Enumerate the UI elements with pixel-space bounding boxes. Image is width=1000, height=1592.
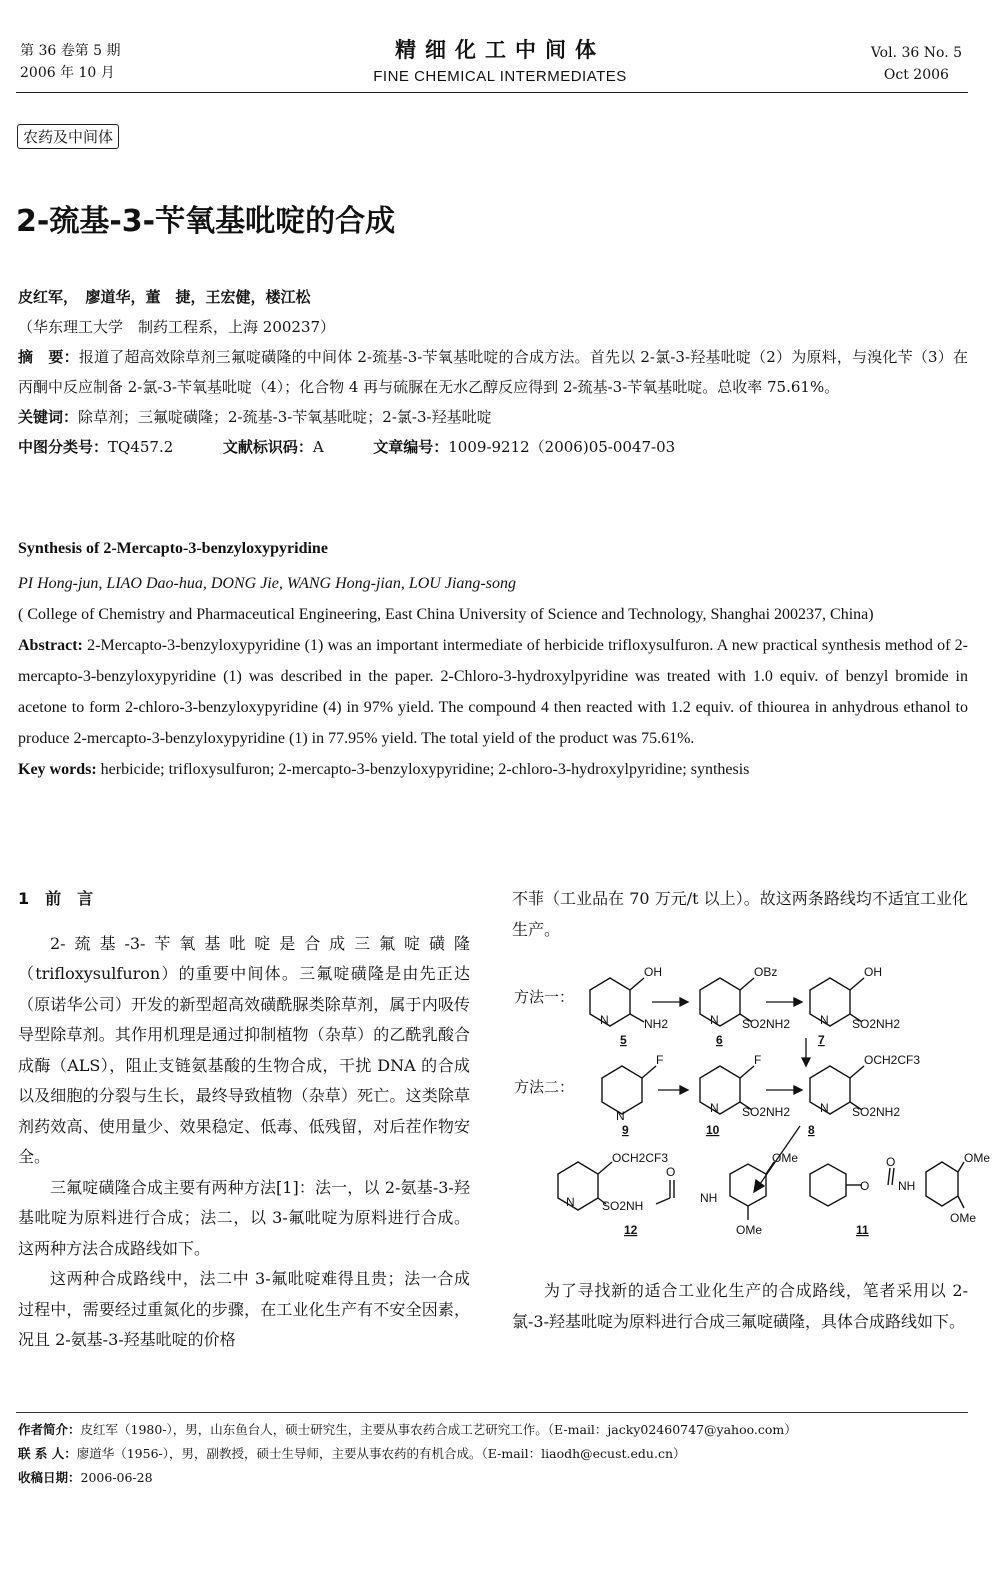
group-f-10: F xyxy=(754,1053,762,1067)
group-ome-11b: OMe xyxy=(950,1211,977,1225)
clc-value: TQ457.2 xyxy=(108,438,174,456)
keywords-cn-label: 关键词： xyxy=(18,408,79,426)
article-title-en: Synthesis of 2-Mercapto-3-benzyloxypyridine xyxy=(18,540,328,557)
footnote-author-label: 作者简介： xyxy=(18,1422,81,1437)
atom-o-11a: O xyxy=(860,1179,870,1193)
cn-front-matter xyxy=(18,282,968,462)
group-obz-6: OBz xyxy=(754,965,778,979)
date-cn: 2006 年 10 月 xyxy=(20,65,115,81)
atom-n-8: N xyxy=(820,1101,829,1115)
footnote-received-label: 收稿日期： xyxy=(18,1470,81,1485)
journal-header xyxy=(0,34,1000,85)
header-right xyxy=(871,42,962,86)
paragraph-cont: 不菲（工业品在 70 万元/t 以上）。故这两条路线均不适宜工业化生产。 xyxy=(512,889,968,939)
atom-n-7: N xyxy=(820,1013,829,1027)
compound-label-8: 8 xyxy=(808,1123,815,1137)
body-right-column-top xyxy=(512,884,968,945)
keywords-en-text: herbicide; trifloxysulfuron; 2-mercapto-3-benzyloxypyridine; 2-chloro-3-hydroxylpyridine; synthesis xyxy=(100,761,750,778)
group-so2nh2-7: SO2NH2 xyxy=(852,1017,901,1031)
abstract-en-text: 2-Mercapto-3-benzyloxypyridine (1) was an important intermediate of herbicide trifloxysulfuron. A new practical synthesis method of 2-mercapto-3-benzyloxypyridine (1) was described in the paper. 2-Chloro-3-hydroxylpyridine was treated with 1.0 equiv. of benzyl bromide in acetone to form 2-chloro-3-benzyloxypyridine (4) in 97% yield. The compound 4 then reacted with 1.2 equiv. of thiourea in anhydrous ethanol to produce 2-mercapto-3-benzyloxypyridine (1) in 77.95% yield. The total yield of the product was 75.61%. xyxy=(18,637,969,747)
keywords-cn xyxy=(18,402,968,432)
abstract-cn-label: 摘 要： xyxy=(18,348,79,366)
pyridine-ring-9 xyxy=(602,1066,642,1114)
paragraph-new-route: 为了寻找新的适合工业化生产的合成路线，笔者采用以 2-氯-3-羟基吡啶为原料进行合成三氟啶磺隆，具体合成路线如下。 xyxy=(512,1281,968,1331)
article-title: 2-巯基-3-苄氧基吡啶的合成 xyxy=(16,204,396,239)
method-1-label: 方法一： xyxy=(514,988,575,1006)
date-en: Oct 2006 xyxy=(883,67,949,83)
authors-cn: 皮红军， 廖道华，董 捷，王宏健，楼江松 xyxy=(18,288,311,306)
compound-label-11: 11 xyxy=(856,1223,869,1237)
group-ome-12a: OMe xyxy=(772,1151,799,1165)
pyridine-ring-6 xyxy=(700,978,740,1026)
compound-label-5: 5 xyxy=(620,1033,627,1047)
footnote-contact-text: 廖道华（1956-），男，副教授，硕士生导师，主要从事农药的有机合成。（E-mail：liaodh@ecust.edu.cn） xyxy=(76,1446,686,1461)
footnote-received xyxy=(18,1466,978,1490)
group-oh-7: OH xyxy=(864,965,882,979)
group-ome-12b: OMe xyxy=(736,1223,763,1237)
keywords-en-label: Key words xyxy=(18,761,92,778)
method-2-label: 方法二： xyxy=(514,1078,575,1096)
paragraph-intro-1: 2-巯基-3-苄氧基吡啶是合成三氟啶磺隆（trifloxysulfuron）的重要中间体。三氟啶磺隆是由先正达（原诺华公司）开发的新型超高效磺酰脲类除草剂，属于内吸传导型除草剂。其作用机理是通过抑制植物（杂草）的乙酰乳酸合成酶（ALS），阻止支链氨基酸的生物合成，干扰 DNA 的合成以及细胞的分裂与生长，最终导致植物（杂草）死亡。这类除草剂药效高、使用量少、效果稳定、低毒、低残留，对后茬作物安全。 xyxy=(18,933,470,1166)
pyridine-ring-7 xyxy=(810,978,850,1026)
journal-title-en: FINE CHEMICAL INTERMEDIATES xyxy=(373,68,627,85)
abstract-cn xyxy=(18,342,968,402)
atom-n-6: N xyxy=(710,1013,719,1027)
group-och2cf3-12: OCH2CF3 xyxy=(612,1151,669,1165)
compound-label-12: 12 xyxy=(624,1223,638,1237)
article-no-label: 文章编号： xyxy=(373,438,449,456)
atom-o-12: O xyxy=(666,1165,676,1179)
abstract-cn-text: 报道了超高效除草剂三氟啶磺隆的中间体 2-巯基-3-苄氧基吡啶的合成方法。首先以 2-氯-3-羟基吡啶（2）为原料，与溴化苄（3）在丙酮中反应制备 2-氯-3-苄氧基吡啶（4）；化合物 4 再与硫脲在无水乙醇反应得到 2-巯基-3-苄氧基吡啶。总收率 75.61%。 xyxy=(18,348,968,396)
compound-label-10: 10 xyxy=(706,1123,720,1137)
footnote-author-text: 皮红军（1980-），男，山东鱼台人，硕士研究生，主要从事农药合成工艺研究工作。（E-mail：jacky02460747@yahoo.com） xyxy=(80,1422,797,1437)
compound-label-9: 9 xyxy=(622,1123,629,1137)
keywords-cn-text: 除草剂；三氟啶磺隆；2-巯基-3-苄氧基吡啶；2-氯-3-羟基吡啶 xyxy=(78,408,492,426)
affiliation-cn: （华东理工大学 制药工程系，上海 200237） xyxy=(18,318,336,336)
journal-title-cn: 精细化工中间体 xyxy=(395,38,605,62)
atom-n-5: N xyxy=(600,1013,609,1027)
compound-label-7: 7 xyxy=(818,1033,825,1047)
abstract-en-label: Abstract xyxy=(18,637,78,654)
footnote-received-text: 2006-06-28 xyxy=(80,1470,153,1485)
group-so2nh2-10: SO2NH2 xyxy=(742,1105,791,1119)
abstract-en: Abstract: 2-Mercapto-3-benzyloxypyridine (1) was an important intermediate of herbicide trifloxysulfuron. A new practical synthesis method of 2-mercapto-3-benzyloxypyridine (1) was described in the paper. 2-Chloro-3-hydroxylpyridine was treated with 1.0 equiv. of benzyl bromide in acetone to form 2-chloro-3-benzyloxypyridine (4) in 97% yield. The compound 4 then reacted with 1.2 equiv. of thiourea in anhydrous ethanol to produce 2-mercapto-3-benzyloxypyridine (1) in 77.95% yield. The total yield of the product was 75.61%. xyxy=(18,637,969,747)
synthesis-scheme xyxy=(540,958,991,1248)
volume-cn: 第 36 卷第 5 期 xyxy=(20,43,121,59)
pyridine-ring-8 xyxy=(810,1066,850,1114)
doc-code-value: A xyxy=(312,438,324,456)
group-nh-12: NH xyxy=(700,1191,718,1205)
footnote-rule xyxy=(16,1412,968,1413)
group-oh-5: OH xyxy=(644,965,662,979)
clc-label: 中图分类号： xyxy=(18,438,109,456)
group-f-9: F xyxy=(656,1053,664,1067)
group-so2nh-12: SO2NH xyxy=(602,1199,644,1213)
keywords-en: Key words: herbicide; trifloxysulfuron; 2-mercapto-3-benzyloxypyridine; 2-chloro-3-hydroxylpyridine; synthesis xyxy=(18,761,750,778)
footnote-contact-label: 联 系 人： xyxy=(18,1446,77,1461)
compound-label-6: 6 xyxy=(716,1033,723,1047)
section-tag: 农药及中间体 xyxy=(17,124,119,149)
pyrimidine-ring-11 xyxy=(926,1162,958,1206)
group-so2nh2-6: SO2NH2 xyxy=(742,1017,791,1031)
group-nh2-5: NH2 xyxy=(644,1017,669,1031)
pyridine-ring-12 xyxy=(558,1162,598,1210)
body-left-column xyxy=(18,884,470,1356)
classification-line xyxy=(18,432,968,462)
group-och2cf3-8: OCH2CF3 xyxy=(864,1053,921,1067)
doc-code-label: 文献标识码： xyxy=(222,438,313,456)
group-so2nh2-8: SO2NH2 xyxy=(852,1105,901,1119)
atom-n-10: N xyxy=(710,1101,719,1115)
atom-n-9: N xyxy=(616,1109,625,1123)
pyridine-ring-5 xyxy=(590,978,630,1026)
atom-n-12: N xyxy=(566,1195,575,1209)
atom-o-11b: O xyxy=(886,1155,896,1169)
group-nh-11: NH xyxy=(898,1179,916,1193)
paragraph-intro-2: 三氟啶磺隆合成主要有两种方法[1]：法一，以 2-氨基-3-羟基吡啶为原料进行合成；法二，以 3-氟吡啶为原料进行合成。这两种方法合成路线如下。 xyxy=(18,1177,470,1258)
pyridine-ring-10 xyxy=(700,1066,740,1114)
section-heading-1: 1 前 言 xyxy=(18,889,94,908)
en-front-matter xyxy=(18,568,968,785)
footnote-author xyxy=(18,1418,978,1442)
affiliation-en: ( College of Chemistry and Pharmaceutical Engineering, East China University of Science and Technology, Shanghai 200237, China) xyxy=(18,606,874,623)
article-no-value: 1009-9212（2006)05-0047-03 xyxy=(448,438,676,456)
volume-en: Vol. 36 No. 5 xyxy=(870,45,962,61)
footnotes xyxy=(18,1418,978,1490)
body-right-column-bottom xyxy=(512,1276,968,1337)
header-rule xyxy=(16,92,968,93)
footnote-contact xyxy=(18,1442,978,1466)
group-ome-11a: OMe xyxy=(964,1151,991,1165)
benzene-ring-11 xyxy=(810,1164,846,1206)
authors-en: PI Hong-jun, LIAO Dao-hua, DONG Jie, WANG Hong-jian, LOU Jiang-song xyxy=(18,575,516,592)
paragraph-intro-3: 这两种合成路线中，法二中 3-氟吡啶难得且贵；法一合成过程中，需要经过重氮化的步骤，在工业化生产有不安全因素，况且 2-氨基-3-羟基吡啶的价格 xyxy=(18,1269,470,1349)
